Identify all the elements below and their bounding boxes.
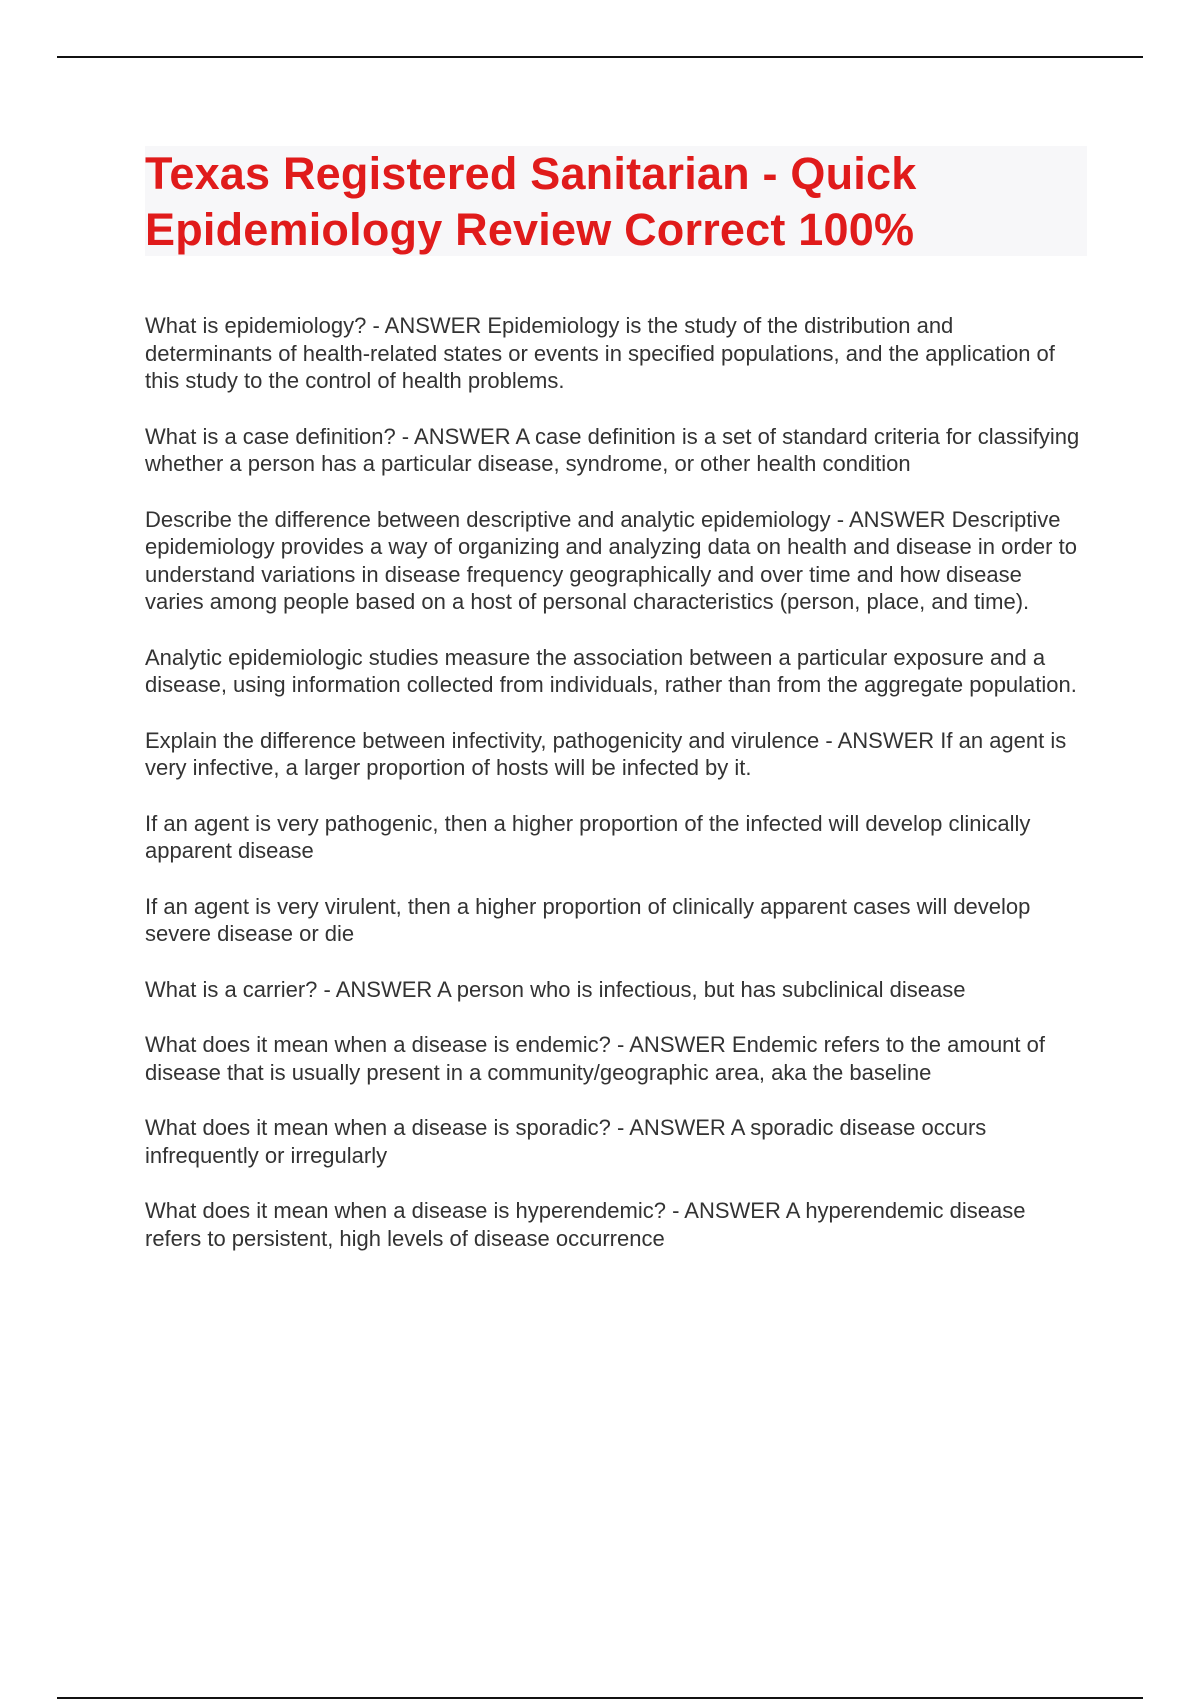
qa-paragraph: What does it mean when a disease is sporadic? - ANSWER A sporadic disease occurs infrequently or irregularly [145, 1115, 987, 1168]
document-body [145, 312, 1085, 1280]
top-rule [57, 56, 1143, 58]
qa-paragraph: What does it mean when a disease is hyperendemic? - ANSWER A hyperendemic disease refers to persistent, high levels of disease occurrence [145, 1198, 1026, 1251]
qa-paragraph: Explain the difference between infectivity, pathogenicity and virulence - ANSWER If an agent is very infective, a larger proportion of hosts will be infected by it. [145, 727, 1067, 780]
qa-paragraph: If an agent is very pathogenic, then a higher proportion of the infected will develop clinically apparent disease [145, 810, 1031, 863]
qa-paragraph: Analytic epidemiologic studies measure the association between a particular exposure and a disease, using information collected from individuals, rather than from the aggregate population. [145, 644, 1077, 697]
bottom-rule [57, 1697, 1143, 1699]
qa-paragraph: Describe the difference between descriptive and analytic epidemiology - ANSWER Descriptive epidemiology provides a way of organizing and analyzing data on health and disease in order to understand variations in disease frequency geographically and over time and how disease varies among people based on a host of personal characteristics (person, place, and time). [145, 506, 1077, 614]
qa-paragraph: What is epidemiology? - ANSWER Epidemiology is the study of the distribution and determinants of health-related states or events in specified populations, and the application of this study to the control of health problems. [145, 313, 1055, 393]
document-title: Texas Registered Sanitarian - Quick Epidemiology Review Correct 100% [145, 148, 917, 255]
qa-paragraph: If an agent is very virulent, then a higher proportion of clinically apparent cases will develop severe disease or die [145, 893, 1031, 946]
qa-paragraph: What is a case definition? - ANSWER A case definition is a set of standard criteria for classifying whether a person has a particular disease, syndrome, or other health condition [145, 423, 1080, 476]
qa-paragraph: What does it mean when a disease is endemic? - ANSWER Endemic refers to the amount of disease that is usually present in a community/geographic area, aka the baseline [145, 1032, 1045, 1085]
title-block [145, 146, 1087, 256]
qa-paragraph: What is a carrier? - ANSWER A person who is infectious, but has subclinical disease [145, 976, 966, 1002]
